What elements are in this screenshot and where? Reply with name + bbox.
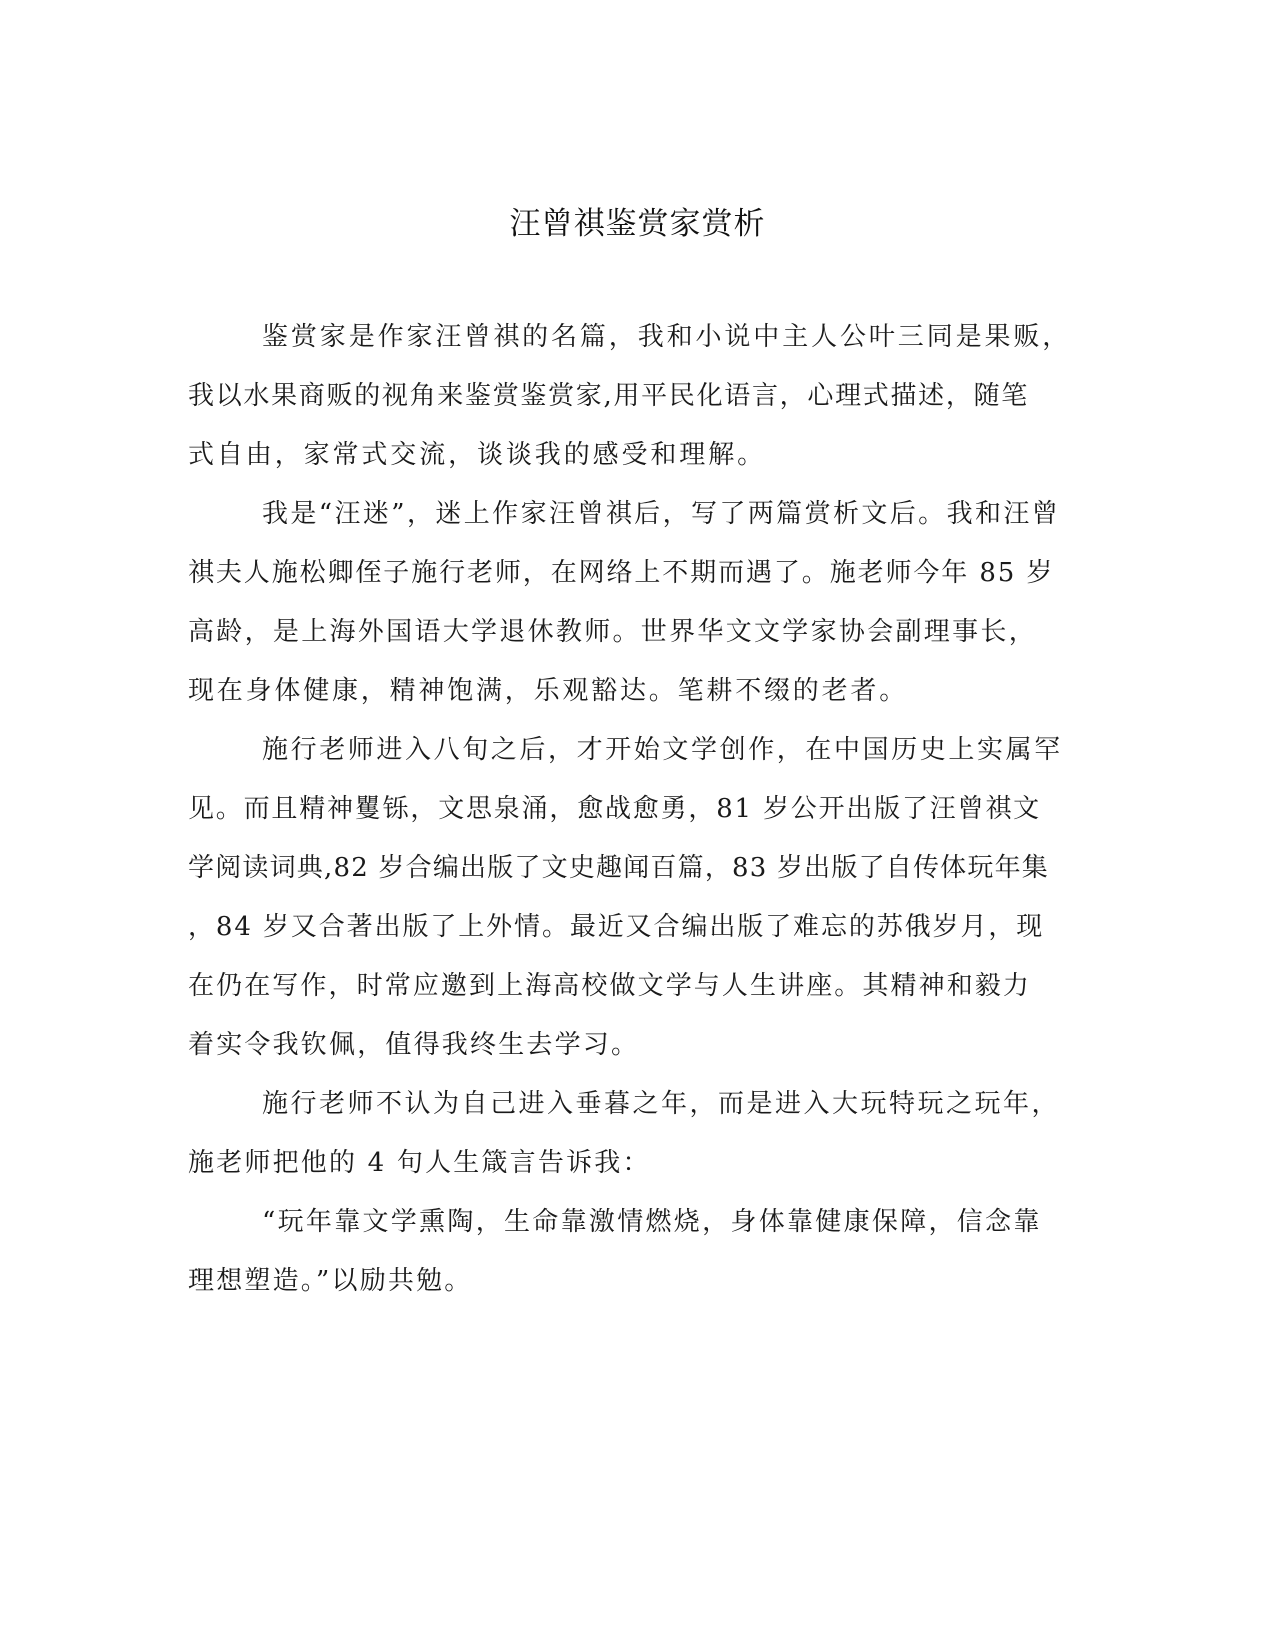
body-line: 理想塑造。”以励共勉。 (188, 1266, 473, 1296)
body-line: 见。而且精神矍铄，文思泉涌，愈战愈勇，81 岁公开出版了汪曾祺文 (188, 794, 1041, 824)
body-line: 式自由，家常式交流，谈谈我的感受和理解。 (188, 440, 767, 470)
body-line: 在仍在写作，时常应邀到上海高校做文学与人生讲座。其精神和毅力 (188, 971, 1032, 1001)
body-line: 我以水果商贩的视角来鉴赏鉴赏家,用平民化语言，心理式描述，随笔 (188, 381, 1029, 411)
body-line: 学阅读词典,82 岁合编出版了文史趣闻百篇，83 岁出版了自传体玩年集 (188, 853, 1049, 883)
body-line: 施行老师进入八旬之后，才开始文学创作，在中国历史上实属罕 (262, 735, 1063, 765)
body-line: 施行老师不认为自己进入垂暮之年，而是进入大玩特玩之玩年， (262, 1089, 1061, 1119)
body-line: 着实令我钦佩，值得我终生去学习。 (188, 1030, 640, 1060)
body-line: 施老师把他的 4 句人生箴言告诉我： (188, 1148, 651, 1178)
body-line: 高龄，是上海外国语大学退休教师。世界华文文学家协会副理事长， (188, 617, 1038, 647)
document-title: 汪曾祺鉴赏家赏析 (509, 206, 766, 242)
body-line: 祺夫人施松卿侄子施行老师，在网络上不期而遇了。施老师今年 85 岁 (188, 558, 1055, 588)
body-line: “玩年靠文学熏陶，生命靠激情燃烧，身体靠健康保障，信念靠 (262, 1207, 1042, 1237)
body-line: ，84 岁又合著出版了上外情。最近又合编出版了难忘的苏俄岁月，现 (188, 912, 1045, 942)
body-line: 我是“汪迷”，迷上作家汪曾祺后，写了两篇赏析文后。我和汪曾 (262, 499, 1061, 529)
body-line: 现在身体健康，精神饱满，乐观豁达。笔耕不缀的老者。 (188, 676, 909, 706)
body-line: 鉴赏家是作家汪曾祺的名篇，我和小说中主人公叶三同是果贩， (262, 322, 1072, 352)
